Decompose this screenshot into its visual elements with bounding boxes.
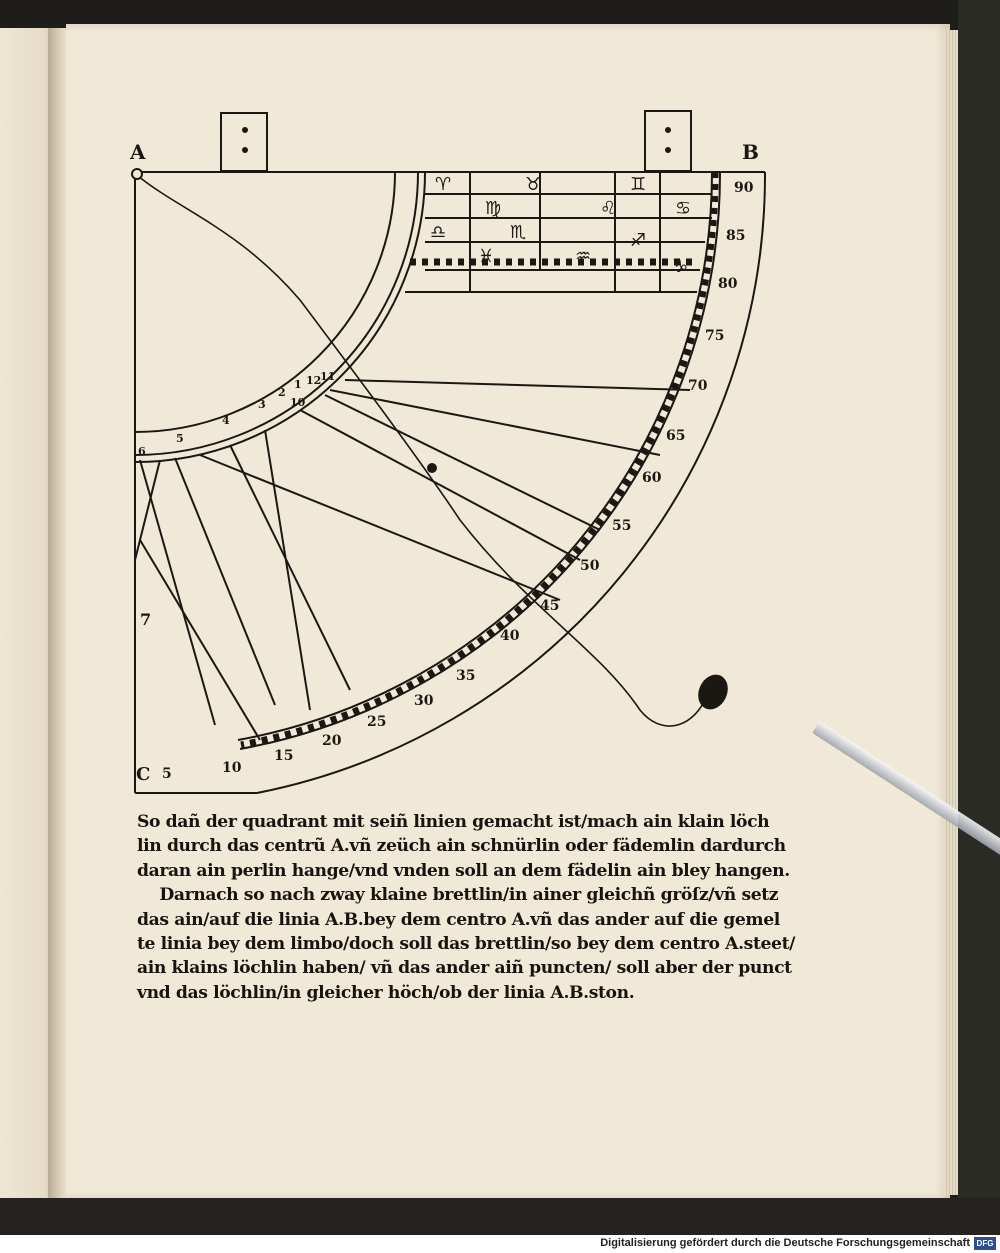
limb-number: 75 [705,328,725,344]
limb-number: 60 [642,470,662,486]
zodiac-capricorn-icon: ♑ [672,256,689,277]
zodiac-virgo-icon: ♍ [485,198,502,219]
limb-number: 45 [540,598,560,614]
limb-number: 40 [500,628,520,644]
limb-number: 5 [162,766,172,782]
hour-number: 12 [306,374,322,387]
zodiac-taurus-icon: ♉ [525,174,542,195]
quadrant-woodcut [120,100,780,800]
corner-label-b: B [742,140,759,164]
limb-number: 90 [734,180,754,196]
zodiac-scorpio-icon: ♏ [510,222,527,243]
text-line: te linia bey dem limbo/doch soll das brettlin/so bey dem centro A.steet/ [137,934,795,955]
hour-number: 10 [290,396,306,409]
hour-number: 5 [176,432,184,445]
limb-number: 50 [580,558,600,574]
text-line: ain klains löchlin haben/ vñ das ander aiñ puncten/ soll aber der punct [137,958,792,979]
limb-number: 85 [726,228,746,244]
hour-number: 1 [294,378,302,391]
zodiac-aquarius-icon: ♒ [575,246,592,267]
limb-number: 10 [222,760,242,776]
corner-label-c: C [136,764,151,785]
limb-number: 35 [456,668,476,684]
limb-number: 30 [414,693,434,709]
zodiac-aries-icon: ♈ [435,174,452,195]
edge-number: 7 [140,610,152,629]
corner-label-a: A [130,140,146,164]
book-board [958,0,1000,1235]
limb-number: 70 [688,378,708,394]
limb-number: 25 [367,714,387,730]
zodiac-pisces-icon: ♓ [478,246,495,267]
limb-number: 15 [274,748,294,764]
hour-number: 3 [258,398,266,411]
body-text [137,810,795,1005]
page-edges [944,30,958,1195]
text-line: daran ain perlin hange/vnd vnden soll an dem fädelin ain bley hangen. [137,860,790,881]
text-line: vnd das löchlin/in gleicher höch/ob der linia A.B.ston. [137,982,635,1003]
limb-number: 55 [612,518,632,534]
text-line: lin durch das centrũ A.vñ zeüch ain schnürlin oder fädemlin dardurch [137,836,786,857]
hour-number: 11 [320,370,336,383]
dfg-logo: DFG [974,1237,996,1250]
zodiac-leo-icon: ♌ [600,198,617,219]
zodiac-gemini-icon: ♊ [630,174,647,195]
zodiac-libra-icon: ♎ [430,222,447,243]
hour-number: 6 [138,445,146,458]
text-line: So dañ der quadrant mit seiñ linien gemacht ist/mach ain klain löch [137,812,770,832]
book-board-bottom [0,1198,1000,1235]
limb-number: 65 [666,428,686,444]
zodiac-sagittarius-icon: ♐ [630,230,647,251]
limb-number: 20 [322,733,342,749]
limb-number: 80 [718,276,738,292]
text-line: das ain/auf die linia A.B.bey dem centro A.vñ das ander auf die gemel [137,909,780,930]
hour-number: 4 [222,414,230,427]
text-line: Darnach so nach zway klaine brettlin/in ainer gleichñ gröſz/vñ setz [137,885,779,906]
zodiac-cancer-icon: ♋ [675,198,692,219]
credit-text: Digitalisierung gefördert durch die Deutsche Forschungsgemeinschaft [600,1237,970,1249]
hour-number: 2 [278,386,286,399]
